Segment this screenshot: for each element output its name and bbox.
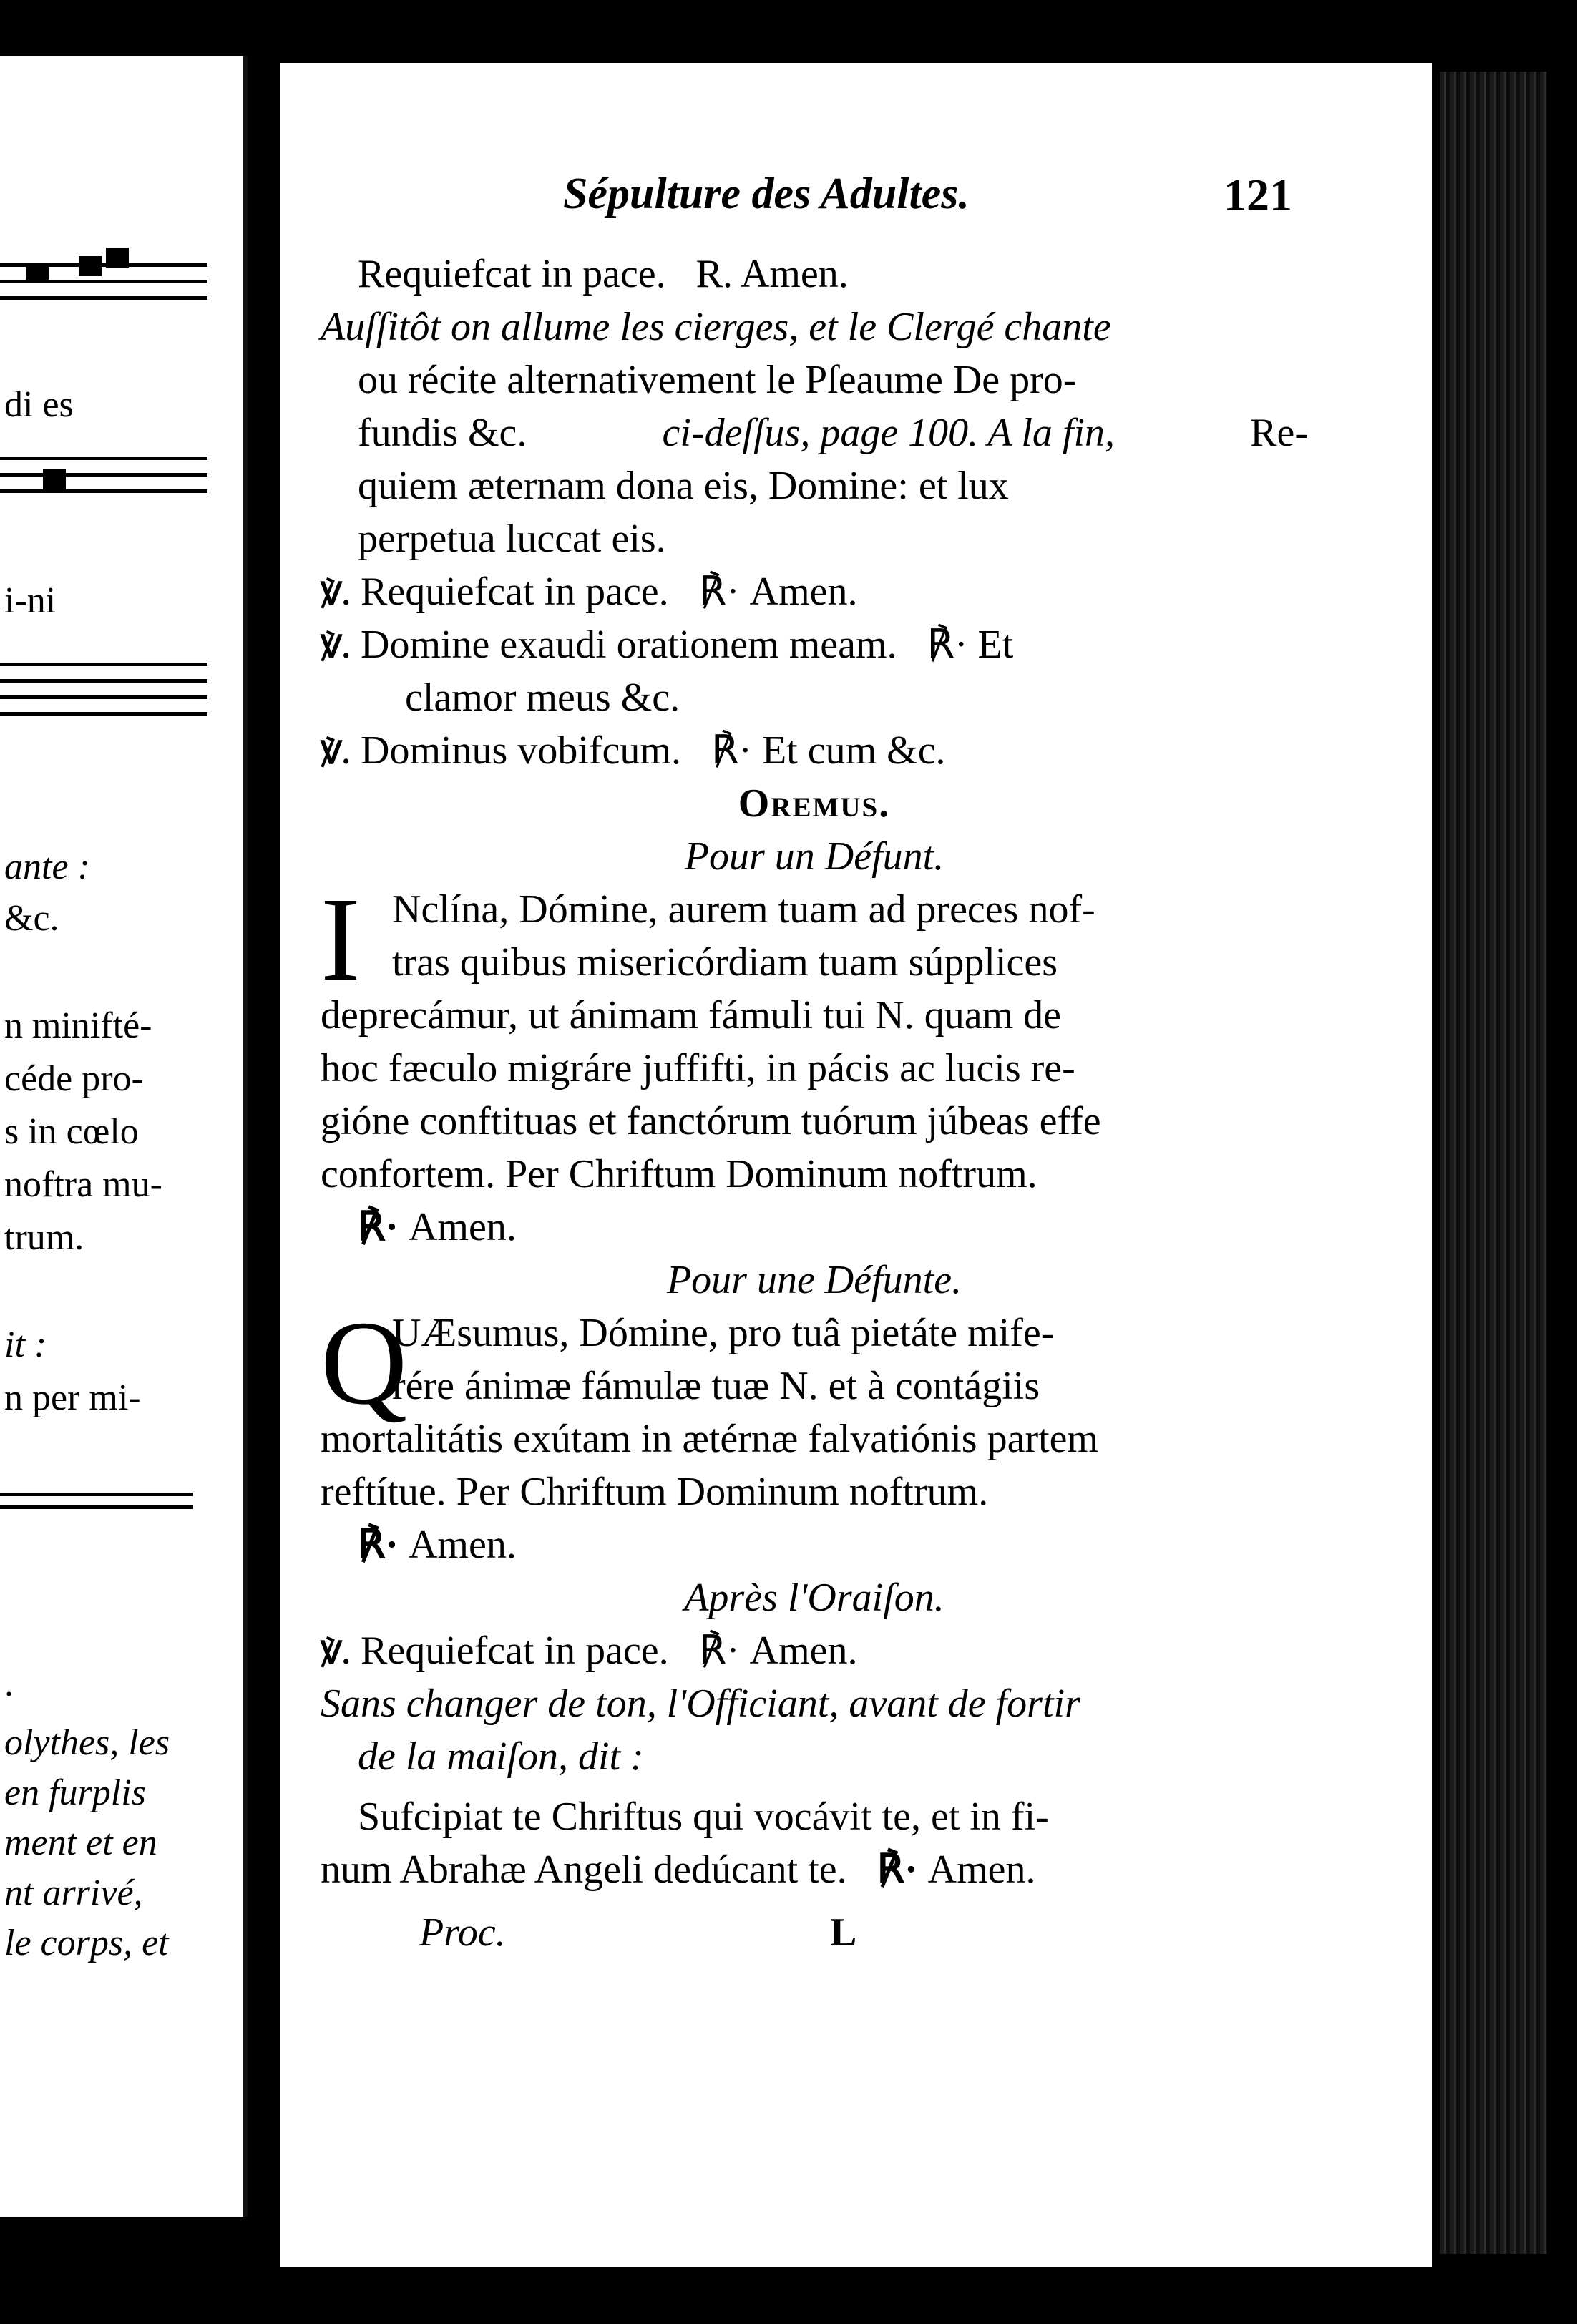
section-heading: Après l'Oraiſon.: [684, 1576, 944, 1620]
page-number: 121: [1224, 170, 1292, 220]
rubric: de la maiſon, dit :: [358, 1734, 644, 1779]
book-page: [280, 63, 1432, 2267]
facing-line: .: [4, 1664, 14, 1704]
rubric: Sans changer de ton, l'Officiant, avant de fortir: [321, 1681, 1080, 1726]
text-line: tras quibus misericórdiam tuam súpplices: [392, 940, 1058, 985]
music-staff: [0, 263, 208, 313]
text-line: confortem. Per Chriftum Dominum noftrum.: [321, 1152, 1038, 1196]
page-footer: [321, 1906, 1308, 1959]
rubric: Auſſitôt on allume les cierges, et le Clergé chante: [321, 305, 1111, 349]
facing-line: n minifté-: [4, 1005, 152, 1046]
prayer-paragraph: [321, 873, 1308, 1254]
text-line: quiem æternam dona eis, Domine: et lux: [358, 464, 1009, 508]
facing-line: ante :: [4, 846, 90, 887]
text-line: mortalitátis exútam in ætérnæ falvatiónis partem: [321, 1417, 1099, 1461]
text-line: num Abrahæ Angeli dedúcant te. ℟· Amen.: [321, 1847, 1036, 1892]
versicle: ℣. Requiefcat in pace. ℟· Amen.: [321, 570, 858, 614]
response: ℟· Amen.: [358, 1523, 517, 1567]
facing-line: trum.: [4, 1217, 84, 1258]
facing-line: céde pro-: [4, 1058, 144, 1099]
facing-line: i-ni: [4, 580, 57, 621]
divider: [0, 1505, 193, 1509]
text-line: hoc fæculo migráre juffifti, in pácis ac lucis re-: [321, 1046, 1075, 1090]
facing-line: en furplis: [4, 1772, 146, 1813]
facing-line: &c.: [4, 898, 59, 939]
text-line: Nclína, Dómine, aurem tuam ad preces nof-: [392, 887, 1095, 932]
text-line: perpetua luccat eis.: [358, 517, 666, 561]
versicle-continuation: clamor meus &c.: [405, 675, 680, 720]
facing-line: it :: [4, 1324, 47, 1365]
catchword: Proc.: [419, 1910, 506, 1955]
facing-line: ment et en: [4, 1822, 157, 1863]
facing-page: [0, 56, 248, 2217]
facing-line: nt arrivé,: [4, 1873, 143, 1913]
prayer-paragraph: [321, 1297, 1308, 1571]
response: ℟· Amen.: [358, 1205, 517, 1249]
section-heading: Pour une Défunte.: [666, 1258, 962, 1302]
versicle: ℣. Dominus vobifcum. ℟· Et cum &c.: [321, 728, 946, 773]
facing-line: s in cœlo: [4, 1111, 139, 1152]
text-line: gióne conftituas et fanctórum tuórum júbeas effe: [321, 1099, 1101, 1143]
page-text: [321, 248, 1308, 1959]
drop-cap: Q: [321, 1297, 408, 1430]
versicle: ℣. Requiefcat in pace. ℟· Amen.: [321, 1629, 858, 1673]
text-line: deprecámur, ut ánimam fámuli tui N. quam de: [321, 993, 1061, 1038]
running-title: Sépulture des Adultes.: [563, 170, 970, 218]
text-line: reftítue. Per Chriftum Dominum noftrum.: [321, 1470, 989, 1514]
divider: [0, 1493, 193, 1496]
section-heading: Oremus.: [738, 781, 891, 826]
signature-mark: L: [830, 1910, 857, 1955]
music-staff: [0, 456, 208, 506]
text-line: fundis &c. ci-deſſus, page 100. A la fin, Re-: [358, 411, 1308, 455]
page-header: [280, 169, 1432, 233]
text-line: rére ánimæ fámulæ tuæ N. et à contágiis: [392, 1364, 1040, 1408]
facing-line: n per mi-: [4, 1377, 141, 1418]
book-fore-edge: [1440, 72, 1547, 2254]
text-line: UÆsumus, Dómine, pro tuâ pietáte mife-: [392, 1311, 1055, 1355]
text-line: Sufcipiat te Chriftus qui vocávit te, et in fi-: [358, 1795, 1049, 1839]
facing-line: olythes, les: [4, 1722, 170, 1763]
section-heading: Pour un Défunt.: [684, 834, 944, 879]
versicle: ℣. Domine exaudi orationem meam. ℟· Et: [321, 622, 1014, 667]
text-line: ou récite alternativement le Pſeaume De pro-: [358, 358, 1077, 402]
facing-line: di es: [4, 384, 74, 425]
drop-cap: I: [321, 873, 361, 1006]
facing-line: le corps, et: [4, 1923, 169, 1963]
text-line: Requiefcat in pace. R. Amen.: [358, 252, 849, 296]
music-staff: [0, 663, 208, 728]
facing-line: noftra mu-: [4, 1164, 162, 1205]
